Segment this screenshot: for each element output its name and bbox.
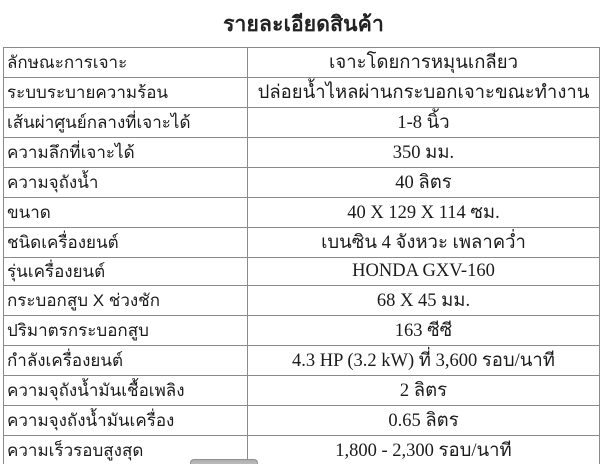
table-row	[4, 198, 600, 228]
spec-label: กระบอกสูบ X ช่วงชัก	[4, 286, 248, 316]
spec-label: ความเร็วรอบสูงสุด	[4, 436, 248, 464]
table-row	[4, 436, 600, 464]
spec-value: HONDA GXV-160	[248, 258, 600, 286]
spec-value: 163 ซีซี	[248, 316, 600, 346]
spec-value: 350 มม.	[248, 138, 600, 168]
table-row	[4, 258, 600, 286]
spec-value: 0.65 ลิตร	[248, 406, 600, 436]
table-row	[4, 78, 600, 108]
spec-label: ชนิดเครื่องยนต์	[4, 228, 248, 258]
spec-value: 40 ลิตร	[248, 168, 600, 198]
table-row	[4, 346, 600, 376]
table-row	[4, 138, 600, 168]
table-row	[4, 376, 600, 406]
spec-label: ระบบระบายความร้อน	[4, 78, 248, 108]
spec-value: 40 X 129 X 114 ซม.	[248, 198, 600, 228]
spec-label: ความลึกที่เจาะได้	[4, 138, 248, 168]
spec-label: ขนาด	[4, 198, 248, 228]
spec-value: 1-8 นิ้ว	[248, 108, 600, 138]
cut-off-button[interactable]	[190, 459, 258, 464]
page-title: รายละเอียดสินค้า	[223, 13, 384, 36]
product-details-table	[3, 47, 600, 464]
spec-label: รุ่นเครื่องยนต์	[4, 258, 248, 286]
spec-value: 1,800 - 2,300 รอบ/นาที	[248, 436, 600, 464]
spec-label: ลักษณะการเจาะ	[4, 48, 248, 78]
spec-value: เบนซิน 4 จังหวะ เพลาคว่ำ	[248, 228, 600, 258]
table-row	[4, 286, 600, 316]
table-row	[4, 228, 600, 258]
table-row	[4, 316, 600, 346]
spec-value: 2 ลิตร	[248, 376, 600, 406]
table-row	[4, 168, 600, 198]
spec-label: ความจุถังน้ำมันเชื้อเพลิง	[4, 376, 248, 406]
spec-value: ปล่อยน้ำไหลผ่านกระบอกเจาะขณะทำงาน	[248, 78, 600, 108]
spec-value: 4.3 HP (3.2 kW) ที่ 3,600 รอบ/นาที	[248, 346, 600, 376]
spec-value: 68 X 45 มม.	[248, 286, 600, 316]
spec-label: ปริมาตรกระบอกสูบ	[4, 316, 248, 346]
table-row	[4, 108, 600, 138]
table-row	[4, 406, 600, 436]
spec-value: เจาะโดยการหมุนเกลียว	[248, 48, 600, 78]
table-row	[4, 48, 600, 78]
spec-label: กำลังเครื่องยนต์	[4, 346, 248, 376]
spec-label: เส้นผ่าศูนย์กลางที่เจาะได้	[4, 108, 248, 138]
spec-label: ความจุงถังน้ำมันเครื่อง	[4, 406, 248, 436]
spec-label: ความจุถังน้ำ	[4, 168, 248, 198]
